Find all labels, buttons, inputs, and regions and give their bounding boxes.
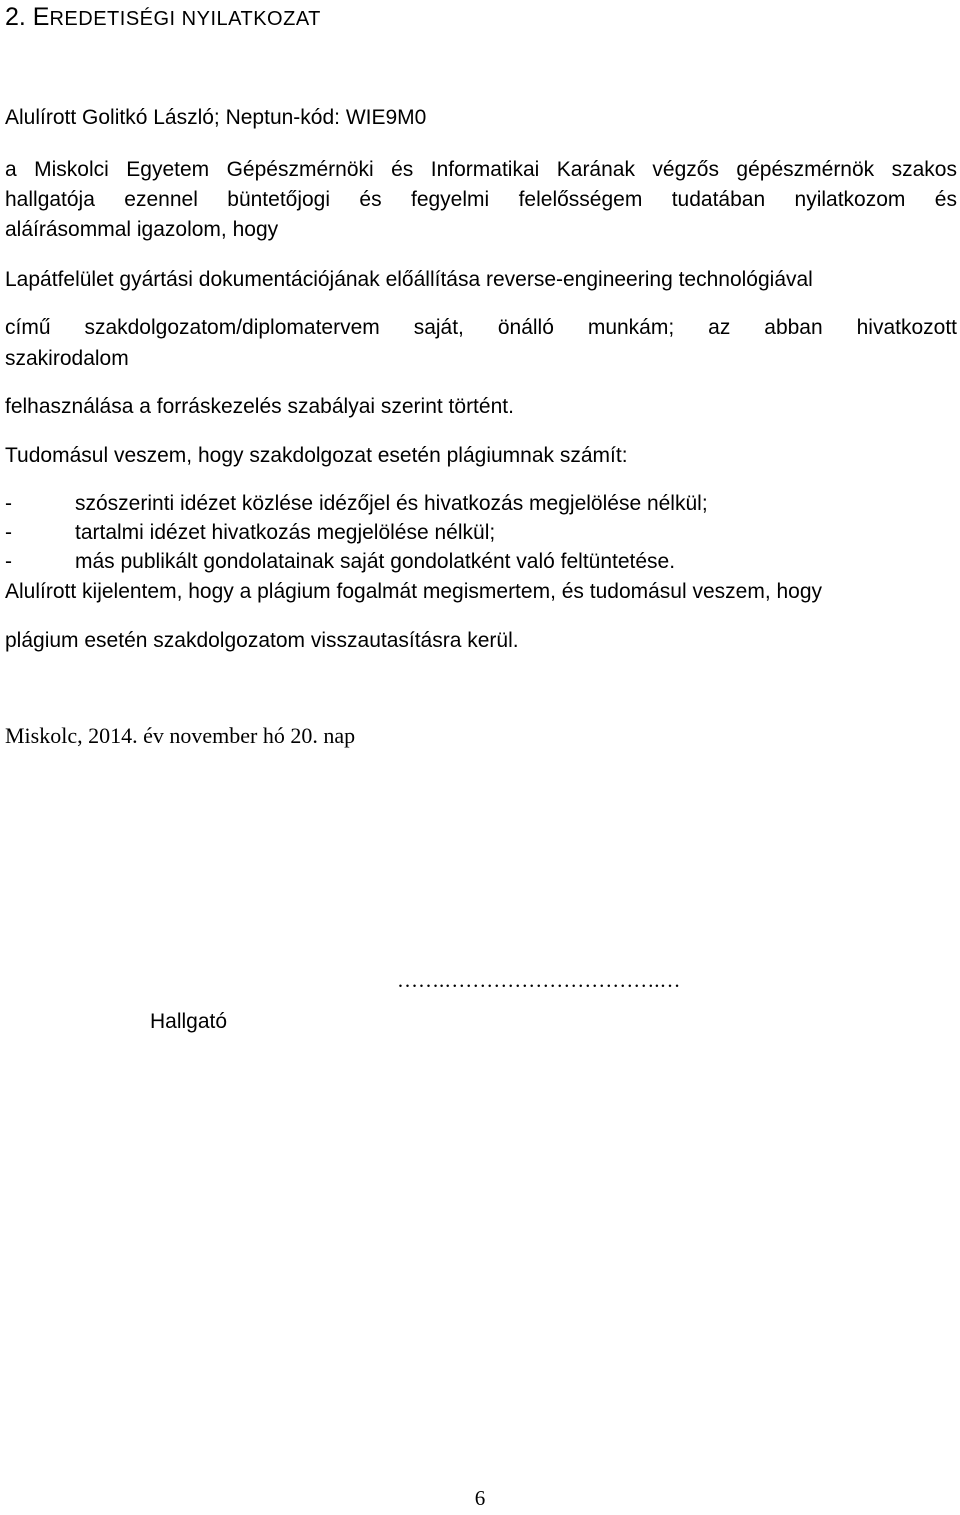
- sources-line: felhasználása a forráskezelés szabályai szerint történt.: [5, 395, 514, 418]
- plagiarism-intro: Tudomásul veszem, hogy szakdolgozat esetén plágiumnak számít:: [5, 444, 628, 467]
- plagiarism-item: [5, 491, 708, 517]
- student-line-2: hallgatója ezennel büntetőjogi és fegyelmi felelősségem tudatában nyilatkozom és: [5, 188, 957, 211]
- list-dash: -: [5, 550, 12, 573]
- thesis-title: Lapátfelület gyártási dokumentációjának előállítása reverse-engineering technológiával: [5, 268, 813, 291]
- student-line-3: aláírásommal igazolom, hogy: [5, 218, 279, 241]
- list-dash: -: [5, 521, 12, 544]
- titled-line-1: című szakdolgozatom/diplomatervem saját, önálló munkám; az abban hivatkozott: [5, 316, 957, 339]
- plagiarism-item-text: más publikált gondolatainak saját gondolatként való feltüntetése.: [75, 550, 676, 573]
- section-title-rest: REDETISÉGI NYILATKOZAT: [49, 8, 321, 30]
- student-line-1: a Miskolci Egyetem Gépészmérnöki és Informatikai Karának végzős gépészmérnök szakos: [5, 158, 957, 181]
- plagiarism-statement-line-1: Alulírott kijelentem, hogy a plágium fogalmát megismertem, és tudomásul veszem, hogy: [5, 580, 823, 603]
- plagiarism-item-text: tartalmi idézet hivatkozás megjelölése nélkül;: [75, 521, 496, 544]
- list-dash: -: [5, 492, 12, 515]
- signature-label: Hallgató: [150, 1010, 228, 1033]
- signature-line: …….………………………….…: [397, 968, 681, 992]
- plagiarism-statement-line-2: plágium esetén szakdolgozatom visszautasításra kerül.: [5, 629, 519, 652]
- section-title-initial: E: [32, 3, 50, 31]
- plagiarism-item: [5, 549, 675, 575]
- titled-line-2: szakirodalom: [5, 347, 129, 370]
- section-number: 2.: [5, 3, 33, 31]
- place-date: Miskolc, 2014. év november hó 20. nap: [5, 723, 356, 748]
- page-number: 6: [474, 1486, 486, 1510]
- plagiarism-item-text: szószerinti idézet közlése idézőjel és hivatkozás megjelölése nélkül;: [75, 492, 708, 515]
- undersigned-line: Alulírott Golitkó László; Neptun-kód: WIE9M0: [5, 106, 427, 129]
- plagiarism-item: [5, 520, 495, 546]
- section-heading: [5, 0, 321, 36]
